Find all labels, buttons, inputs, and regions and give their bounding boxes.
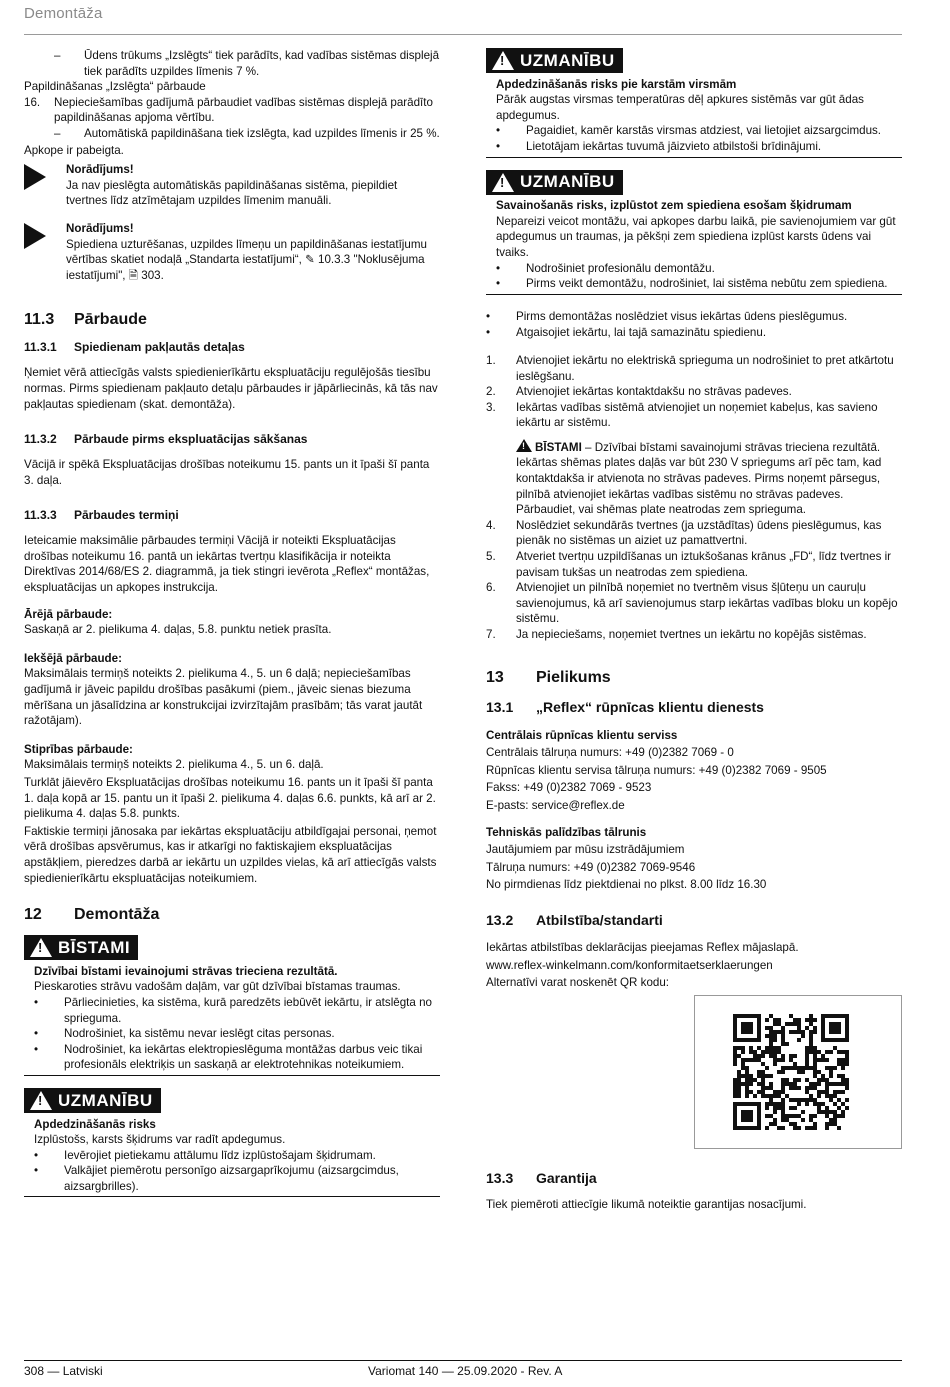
section-11-3-2-heading: 11.3.2 Pārbaude pirms ekspluatācijas sākšanas bbox=[24, 432, 308, 447]
dash-item: – Automātiskā papildināšana tiek izslēgta, kad uzpildes līmenis ir 25 %. bbox=[54, 126, 440, 140]
section-13-3-heading: 13.3 Garantija bbox=[486, 1170, 597, 1186]
warning-triangle-icon bbox=[516, 439, 532, 452]
warning-triangle-icon bbox=[30, 938, 52, 957]
list-item: • Ievērojiet pietiekamu attālumu līdz izplūstošajam šķidrumam. bbox=[34, 1148, 376, 1162]
section-11-3-1-heading: 11.3.1 Spiedienam pakļautās detaļas bbox=[24, 340, 245, 355]
list-item: • Pagaidiet, kamēr karstās virsmas atdziest, vai lietojiet aizsargcimdus. bbox=[496, 124, 882, 138]
left-column: – Ūdens trūkums „Izslēgts“ tiek parādīts, kad vadības sistēmas displejā tiek parādīts uzpildes līmenis 7 %. Papildināšanas „Izslēgta“ pārbaude 16. Nepieciešamības gadījumā pārbaudiet vadības sistēmas displejā parādīto papildināšanas apjoma vērtību. – Automātiskā papildināšana tiek izslēgta, kad uzpildes līmenis ir 25 %. Apkope ir pabeigta. Norādījums! Ja nav pieslēgta automātiskās papildināšanas sistēma, piepildiet tvertnes līdz atzīmētajam uzpildes līmenim manuāli. Norādījums! Spiediena uzturēšanas, uzpildes līmeņu un papildināšanas iestatījumu vērtības skatiet nodaļā „Standarta iestatījumi“, ✎ 10.3.3 "Noklusējuma iestatījumi", 🗎 303. 11.3 Pārbaude 11.3.1 Spiedienam pakļautās detaļas Ņemiet vērā attiecīgās valsts spiedienierīkārtu ekspluatāciju regulējošās tiesību normas. Pirms spiedienam pakļauto detaļu pārbaudes ir jāpārliecinās, kā tās nav pakļautas spiedienam (skat. demontāža). 11.3.2 Pārbaude pirms ekspluatācijas sākšanas Vācijā ir spēkā Ekspluatācijas drošības noteikumu 15. pants un it īpaši šī panta 3. daļa. 11.3.3 Pārbaudes termiņi Ieteicamie maksimālie pārbaudes termiņi Vācijā ir noteikti Ekspluatācijas drošības noteikumu 16. pantā un iekārtas tvertņu klasifikācija ir noteikta Direktīvas 2014/68/ES 2. diagrammā, ja tiek stingri ievērota „Reflex“ montāžas, ekspluatācijas un apkopes instrukcija. Ārējā pārbaude: Saskaņā ar 2. pielikuma 4. daļas, 5.8. punktu netiek prasīta. Iekšējā pārbaude: Maksimālais termiņš noteikts 2. pielikuma 4., 5. un 6 daļā; nepieciešamības gadījumā ir jāveic papildu drošības pasākumi (piem., jāveic sienas biezuma mērīšana un jāsalīdzina ar konstrukcijai izvirzītajām prasībām; tās varat jautāt ražotājam). Stiprības pārbaude: Maksimālais termiņš noteikts 2. pielikuma 4., 5. un 6. daļā. Turklāt jāievēro Ekspluatācijas drošības noteikumu 16. pants un it īpaši šī panta 1. daļa kopā ar 15. pantu un it īpaši 2. pielikuma 4. daļas 6.6. punkts, kā arī ar 2. pielikuma 4. daļas 5.8. punkts. Faktiskie termiņi jānosaka par iekārtas ekspluatāciju atbildīgajai personai, ņemot vērā drošības apsvērumus, kas ir atkarīgi no faktiskajiem ekspluatācijas apstākļiem, pieredzes darbā ar iekārtu un uzpildes vielas, kā arī attiecīgās valsts spiedienierīkārtu ekspluatācijas noteikumiem. 12 Demontāža ! BĪSTAMI Dzīvībai bīstami ievainojumi strāvas trieciena rezultātā. Pieskaroties strāvu vadošām daļām, var gūt dzīvībai bīstamas traumas. • Pārliecinieties, ka sistēma, kurā paredzēts iebūvēt iekārtu, ir atslēgta no sprieguma. • Nodrošiniet, ka sistēmu nevar ieslēgt citas personas. • Nodrošiniet, ka iekārtas elektropieslēguma montāžas darbus veic tikai profesionāls elektriķis un saskaņā ar elektrotehnikas noteikumiem. ! UZMANĪBU Apdedzināšanās risks Izplūstošs, karsts šķidrums var radīt apdegumus. • Ievērojiet pietiekamu attālumu līdz izplūstošajam šķidrumam. • Valkājiet piemērotu personīgo aizsargaprīkojumu (aizsargcimdus, aizsargbrilles). bbox=[24, 48, 440, 1197]
section-13-heading: 13 Pielikums bbox=[486, 668, 611, 686]
footer-divider bbox=[24, 1360, 902, 1361]
right-column: ! UZMANĪBU Apdedzināšanās risks pie karstām virsmām Pārāk augstas virsmas temperatūras dēļ apkures sistēmās var gūt ādas apdegumus. • Pagaidiet, kamēr karstās virsmas atdziest, vai lietojiet aizsargcimdus. • Lietotājam iekārtas tuvumā jāizvieto atbilstoši brīdinājumi. ! UZMANĪBU Savainošanās risks, izplūstot zem spiediena esošam šķidrumam Nepareizi veicot montāžu, vai apkopes darbu laikā, pie savienojumiem var gūt apdegumus un traumas, ja pēkšņi zem spiediena izplūst karsts ūdens vai tvaiks. • Nodrošiniet profesionālu demontāžu. • Pirms veikt demontāžu, nodrošiniet, lai sistēma nebūtu zem spiediena. • Pirms demontāžas noslēdziet visus iekārtas ūdens pieslēgumus. • Atgaisojiet iekārtu, lai tajā samazinātu spiedienu. 1. Atvienojiet iekārtu no elektriskā sprieguma un nodrošiniet to pret atkārtotu ieslēgšanu. 2. Atvienojiet iekārtas kontaktdakšu no strāvas padeves. 3. Iekārtas vadības sistēmā atvienojiet un noņemiet kabeļus, kas savieno iekārtu ar sistēmu. !BĪSTAMI – Dzīvībai bīstami savainojumi strāvas trieciena rezultātā. Iekārtas shēmas plates daļās var būt 230 V spriegums arī pēc tam, kad kontaktdakša ir atvienota no strāvas padeves. Pirms noņemt pārsegus, pilnībā atvienojiet iekārtas vadības sistēmu no strāvas padeves. Pārbaudiet, vai shēmas plate neatrodas zem sprieguma. 4. Noslēdziet sekundārās tvertnes (ja uzstādītas) ūdens pieslēgumus, kas pienāk no sistēmas un aiziet uz pamattvertni. 5. Atveriet tvertņu uzpildīšanas un iztukšošanas krānus „FD“, līdz tvertnes ir pavisam tukšas un neatrodas zem spiediena. 6. Atvienojiet un pilnībā noņemiet no tvertnēm visus šļūteņu un cauruļu savienojumus, kā arī savienojumus starp iekārtas vadības bloku un kopējo sistēmu. 7. Ja nepieciešams, noņemiet tvertnes un iekārtu no kopējās sistēmas. 13 Pielikums 13.1 „Reflex“ rūpnīcas klientu dienests Centrālais rūpnīcas klientu serviss Centrālais tālruņa numurs: +49 (0)2382 7069 - 0 Rūpnīcas klientu servisa tālruņa numurs: +49 (0)2382 7069 - 9505 Fakss: +49 (0)2382 7069 - 9523 E-pasts: service@reflex.de Tehniskās palīdzības tālrunis Jautājumiem par mūsu izstrādājumiem Tālruņa numurs: +49 (0)2382 7069-9546 No pirmdienas līdz piektdienai no plkst. 8.00 līdz 16.30 13.2 Atbilstība/standarti Iekārtas atbilstības deklarācijas pieejamas Reflex mājaslapā. www.reflex-winkelmann.com/konformitaetserklaerungen Alternatīvi varat noskenēt QR kodu: bbox=[486, 48, 902, 992]
settings-reference-link[interactable]: Spiediena uzturēšanas, uzpildes līmeņu un papildināšanas iestatījumu vērtības skatiet nodaļā „Standarta iestatījumi“, ✎ 10.3.3 "Noklusējuma iestatījumi", 🗎 303. bbox=[66, 237, 427, 282]
step-item: 7. Ja nepieciešams, noņemiet tvertnes un iekārtu no kopējās sistēmas. bbox=[486, 628, 867, 641]
list-item: • Atgaisojiet iekārtu, lai tajā samazinātu spiedienu. bbox=[486, 326, 767, 340]
list-item: • Nodrošiniet, ka sistēmu nevar ieslēgt citas personas. bbox=[34, 1027, 335, 1041]
note-box: Norādījums! Spiediena uzturēšanas, uzpildes līmeņu un papildināšanas iestatījumu vērtības skatiet nodaļā „Standarta iestatījumi“, ✎ 10.3.3 "Noklusējuma iestatījumi", 🗎 303. bbox=[24, 221, 440, 283]
step-item: 2. Atvienojiet iekārtas kontaktdakšu no strāvas padeves. bbox=[486, 385, 792, 399]
section-13-1-heading: 13.1 „Reflex“ rūpnīcas klientu dienests bbox=[486, 698, 764, 715]
list-item: • Nodrošiniet profesionālu demontāžu. bbox=[496, 261, 715, 275]
list-item: • Nodrošiniet, ka iekārtas elektropieslēguma montāžas darbus veic tikai profesionāls elektriķis un saskaņā ar elektrotehnikas noteikumiem. bbox=[34, 1042, 423, 1072]
section-11-3-3-heading: 11.3.3 Pārbaudes termiņi bbox=[24, 508, 179, 523]
list-item: • Pirms veikt demontāžu, nodrošiniet, lai sistēma nebūtu zem spiediena. bbox=[496, 277, 888, 291]
step-16: 16. Nepieciešamības gadījumā pārbaudiet vadības sistēmas displejā parādīto papildināšanas apjoma vērtību. bbox=[24, 95, 433, 125]
step-item: 5. Atveriet tvertņu uzpildīšanas un iztukšošanas krānus „FD“, līdz tvertnes ir pavisam tukšas un neatrodas zem spiediena. bbox=[486, 550, 892, 579]
qr-code-graphic bbox=[695, 996, 901, 1148]
email-link[interactable]: E-pasts: service@reflex.de bbox=[486, 798, 625, 812]
list-item: • Pirms demontāžas noslēdziet visus iekārtas ūdens pieslēgumus. bbox=[486, 309, 848, 323]
maintenance-done: Apkope ir pabeigta. bbox=[24, 143, 124, 157]
danger-box: ! BĪSTAMI Dzīvībai bīstami ievainojumi strāvas trieciena rezultātā. Pieskaroties strāvu vadošām daļām, var gūt dzīvībai bīstamas traumas. • Pārliecinieties, ka sistēma, kurā paredzēts iebūvēt iekārtu, ir atslēgta no sprieguma. • Nodrošiniet, ka sistēmu nevar ieslēgt citas personas. • Nodrošiniet, ka iekārtas elektropieslēguma montāžas darbus veic tikai profesionāls elektriķis un saskaņā ar elektrotehnikas noteikumiem. bbox=[24, 935, 440, 1076]
caution-badge: ! UZMANĪBU bbox=[486, 48, 623, 73]
arrow-icon bbox=[24, 162, 66, 209]
list-item: • Valkājiet piemērotu personīgo aizsargaprīkojumu (aizsargcimdus, aizsargbrilles). bbox=[34, 1164, 399, 1193]
danger-badge: ! BĪSTAMI bbox=[24, 935, 138, 960]
conformity-url-link[interactable]: www.reflex-winkelmann.com/konformitaetserklaerungen bbox=[486, 958, 773, 972]
step-item: 3. Iekārtas vadības sistēmā atvienojiet un noņemiet kabeļus, kas savieno iekārtu ar sistēmu. bbox=[486, 400, 878, 430]
note-box: Norādījums! Ja nav pieslēgta automātiskās papildināšanas sistēma, piepildiet tvertnes līdz atzīmētajam uzpildes līmenim manuāli. bbox=[24, 162, 440, 209]
section-12-heading: 12 Demontāža bbox=[24, 906, 160, 924]
caution-box-pressure: ! UZMANĪBU Savainošanās risks, izplūstot zem spiediena esošam šķidrumam Nepareizi veicot montāžu, vai apkopes darbu laikā, pie savienojumiem var gūt apdegumus un traumas, ja pēkšņi zem spiediena izplūst karsts ūdens vai tvaiks. • Nodrošiniet profesionālu demontāžu. • Pirms veikt demontāžu, nodrošiniet, lai sistēma nebūtu zem spiediena. bbox=[486, 170, 902, 295]
list-item: • Pārliecinieties, ka sistēma, kurā paredzēts iebūvēt iekārtu, ir atslēgta no sprieguma. bbox=[34, 995, 432, 1025]
dash-item: – Ūdens trūkums „Izslēgts“ tiek parādīts, kad vadības sistēmas displejā tiek parādīts uzpildes līmenis 7 %. bbox=[54, 49, 440, 78]
section-13-2-heading: 13.2 Atbilstība/standarti bbox=[486, 911, 663, 928]
footer-document-info: Variomat 140 — 25.09.2020 - Rev. A bbox=[368, 1364, 563, 1378]
warning-triangle-icon bbox=[492, 173, 514, 192]
step-item: 6. Atvienojiet un pilnībā noņemiet no tvertnēm visus šļūteņu un cauruļu savienojumus, kā arī savienojumus starp iekārtas vadības bloku un kopējo sistēmu. bbox=[486, 581, 898, 626]
list-item: • Lietotājam iekārtas tuvumā jāizvieto atbilstoši brīdinājumi. bbox=[496, 139, 822, 153]
step-item: 1. Atvienojiet iekārtu no elektriskā sprieguma un nodrošiniet to pret atkārtotu ieslēgšanu. bbox=[486, 353, 894, 383]
header-divider bbox=[24, 34, 902, 35]
section-11-3-heading: 11.3 Pārbaude bbox=[24, 311, 147, 329]
caution-badge: ! UZMANĪBU bbox=[486, 170, 623, 195]
caution-box: ! UZMANĪBU Apdedzināšanās risks Izplūstošs, karsts šķidrums var radīt apdegumus. • Ievērojiet pietiekamu attālumu līdz izplūstošajam šķidrumam. • Valkājiet piemērotu personīgo aizsargaprīkojumu (aizsargcimdus, aizsargbrilles). bbox=[24, 1088, 440, 1198]
qr-code bbox=[694, 995, 902, 1149]
warranty-section: 13.3 Garantija Tiek piemēroti attiecīgie likumā noteiktie garantijas nosacījumi. bbox=[486, 1169, 902, 1213]
caution-badge: ! UZMANĪBU bbox=[24, 1088, 161, 1113]
page-header-title: Demontāža bbox=[24, 5, 103, 22]
warning-triangle-icon bbox=[492, 51, 514, 70]
arrow-icon bbox=[24, 221, 66, 283]
warning-triangle-icon bbox=[30, 1091, 52, 1110]
danger-inline-notice: !BĪSTAMI – Dzīvībai bīstami savainojumi strāvas trieciena rezultātā. Iekārtas shēmas plates daļās var būt 230 V spriegums arī pēc tam, kad kontaktdakša ir atvienota no strāvas padeves. Pirms noņemt pārsegus, pilnībā atvienojiet iekārtas vadības sistēmu no strāvas padeves. Pārbaudiet, vai shēmas plate neatrodas zem sprieguma. bbox=[486, 439, 902, 518]
step-item: 4. Noslēdziet sekundārās tvertnes (ja uzstādītas) ūdens pieslēgumus, kas pienāk no sistēmas un aiziet uz pamattvertni. bbox=[486, 518, 882, 548]
footer-page-info: 308 — Latviski bbox=[24, 1364, 103, 1378]
caution-box-hot-surfaces: ! UZMANĪBU Apdedzināšanās risks pie karstām virsmām Pārāk augstas virsmas temperatūras dēļ apkures sistēmās var gūt ādas apdegumus. • Pagaidiet, kamēr karstās virsmas atdziest, vai lietojiet aizsargcimdus. • Lietotājam iekārtas tuvumā jāizvieto atbilstoši brīdinājumi. bbox=[486, 48, 902, 158]
check-label: Papildināšanas „Izslēgta“ pārbaude bbox=[24, 80, 206, 94]
